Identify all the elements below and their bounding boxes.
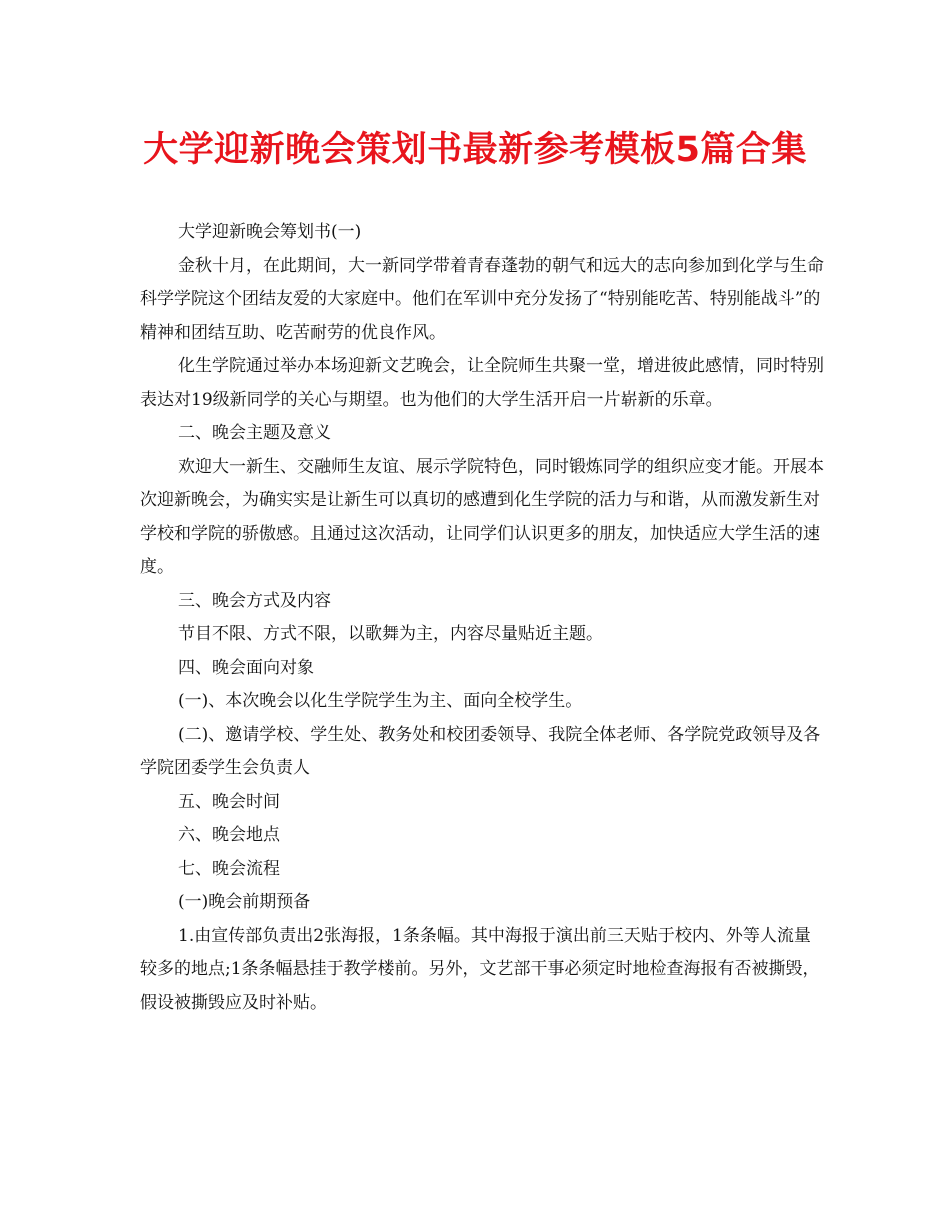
paragraph-theme: 欢迎大一新生、交融师生友谊、展示学院特色，同时锻炼同学的组织应变才能。开展本次迎新晚会，为确实实是让新生可以真切的感遭到化生学院的活力与和谐，从而激发新生对学校和学院的骄傲感。且通过这次活动，让同学们认识更多的朋友，加快适应大学生活的速度。 — [140, 456, 824, 577]
heading-audience: 四、晚会面向对象 — [178, 657, 314, 678]
heading-location: 六、晚会地点 — [178, 825, 280, 845]
heading-preparation: (一)晚会前期预备 — [178, 892, 311, 912]
heading-format: 三、晚会方式及内容 — [178, 590, 331, 611]
document-title: 大学迎新晚会策划书最新参考模板5篇合集 — [143, 130, 807, 170]
paragraph-format: 节目不限、方式不限，以歌舞为主，内容尽量贴近主题。 — [178, 624, 603, 644]
paragraph-preparation-1: 1.由宣传部负责出2张海报，1条条幅。其中海报于演出前三天贴于校内、外等人流量较多的地点;1条条幅悬挂于教学楼前。另外，文艺部干事必须定时地检查海报有否被撕毁，假设被撕毁应及时补贴。 — [140, 925, 820, 1013]
paragraph-intro: 金秋十月，在此期间，大一新同学带着青春蓬勃的朝气和远大的志向参加到化学与生命科学学院这个团结友爱的大家庭中。他们在军训中充分发扬了“特别能吃苦、特别能战斗”的精神和团结互助、吃苦耐劳的优良作风。 — [140, 255, 824, 343]
heading-time: 五、晚会时间 — [178, 791, 280, 812]
paragraph-audience-1: (一)、本次晚会以化生学院学生为主、面向全校学生。 — [178, 691, 583, 711]
document-body — [140, 216, 824, 1020]
heading-theme: 二、晚会主题及意义 — [178, 423, 331, 443]
heading-process: 七、晚会流程 — [178, 858, 280, 879]
paragraph-purpose: 化生学院通过举办本场迎新文艺晚会，让全院师生共聚一堂，增进彼此感情，同时特别表达对19级新同学的关心与期望。也为他们的大学生活开启一片崭新的乐章。 — [140, 356, 824, 410]
paragraph-audience-2: (二)、邀请学校、学生处、教务处和校团委领导、我院全体老师、各学院党政领导及各学院团委学生会负责人 — [140, 724, 821, 778]
paragraph-subtitle: 大学迎新晚会筹划书(一) — [178, 222, 362, 242]
